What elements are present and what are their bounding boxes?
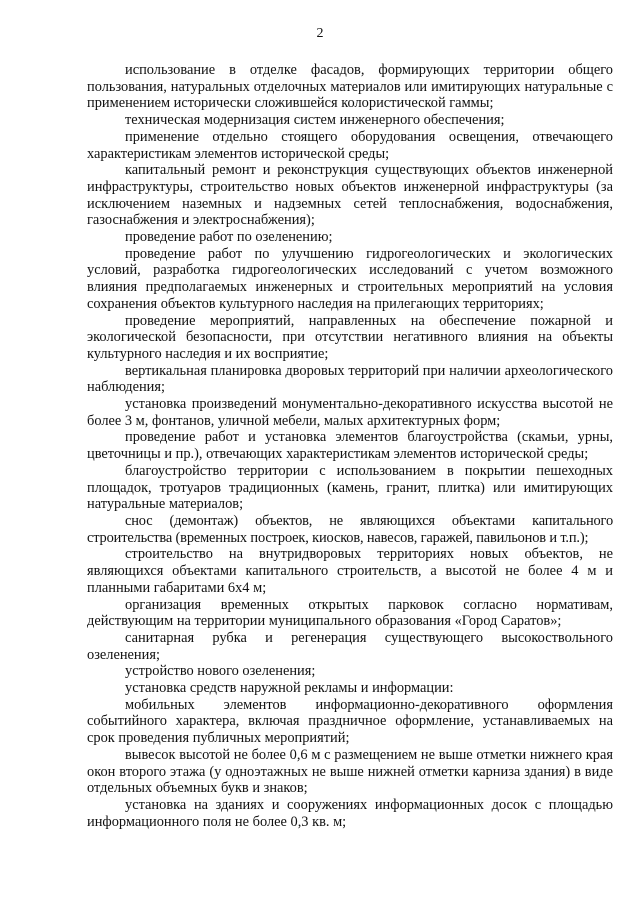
paragraph: капитальный ремонт и реконструкция существующих объектов инженерной инфраструктуры, строительство новых объектов инженерной инфраструктуры (за исключением наземных и надземных сетей теплоснабжения, водоснабжения, газоснабжения и электроснабжения); xyxy=(87,162,613,229)
page-number: 2 xyxy=(316,26,324,41)
paragraph: установка на зданиях и сооружениях информационных досок с площадью информационного поля не более 0,3 кв. м; xyxy=(87,796,613,830)
paragraph: установка средств наружной рекламы и информации: xyxy=(125,680,454,697)
paragraph: строительство на внутридворовых территориях новых объектов, не являющихся объектами капитального строительств, а высотой не более 4 м и планными габаритами 6х4 м; xyxy=(87,546,613,596)
paragraph: использование в отделке фасадов, формирующих территории общего пользования, натуральных отделочных материалов или имитирующих натуральные с применением исторически сложившейся колористической гаммы; xyxy=(87,62,613,112)
paragraph: проведение работ по озеленению; xyxy=(125,229,333,246)
paragraph: устройство нового озеленения; xyxy=(125,663,316,680)
body-text xyxy=(87,62,613,830)
paragraph: вертикальная планировка дворовых территорий при наличии археологического наблюдения; xyxy=(87,362,613,396)
paragraph: установка произведений монументально-декоративного искусства высотой не более 3 м, фонтанов, уличной мебели, малых архитектурных форм; xyxy=(87,396,613,429)
paragraph: применение отдельно стоящего оборудования освещения, отвечающего характеристикам элементов исторической среды; xyxy=(87,128,613,162)
paragraph: вывесок высотой не более 0,6 м с размещением не выше отметки нижнего края окон второго этажа (у одноэтажных не выше нижней отметки карниза здания) в виде отдельных объемных букв и знаков; xyxy=(87,746,613,797)
paragraph: проведение работ по улучшению гидрогеологических и экологических условий, разработка гидрогеологических исследований с учетом возможного влияния предполагаемых инженерных и строительных мероприятий на условия сохранения объектов культурного наследия на прилегающих территориях; xyxy=(87,245,613,312)
paragraph: мобильных элементов информационно-декоративного оформления событийного характера, включая праздничное оформление, устанавливаемых на срок проведения публичных мероприятий; xyxy=(87,696,613,747)
paragraph: проведение мероприятий, направленных на обеспечение пожарной и экологической безопасности, при отсутствии негативного влияния на объекты культурного наследия и их восприятие; xyxy=(87,312,613,362)
paragraph: благоустройство территории с использованием в покрытии пешеходных площадок, тротуаров традиционных (камень, гранит, плитка) или имитирующих натуральные материалов; xyxy=(87,462,613,513)
paragraph: техническая модернизация систем инженерного обеспечения; xyxy=(125,112,505,129)
paragraph: организация временных открытых парковок согласно нормативам, действующим на территории муниципального образования «Город Саратов»; xyxy=(87,596,613,630)
paragraph: снос (демонтаж) объектов, не являющихся объектами капитального строительства (временных построек, киосков, навесов, гаражей, павильонов и т.п.); xyxy=(87,512,613,546)
paragraph: проведение работ и установка элементов благоустройства (скамьи, урны, цветочницы и пр.), отвечающих характеристикам элементов исторической среды; xyxy=(87,429,613,463)
paragraph: санитарная рубка и регенерация существующего высокоствольного озеленения; xyxy=(87,629,613,663)
